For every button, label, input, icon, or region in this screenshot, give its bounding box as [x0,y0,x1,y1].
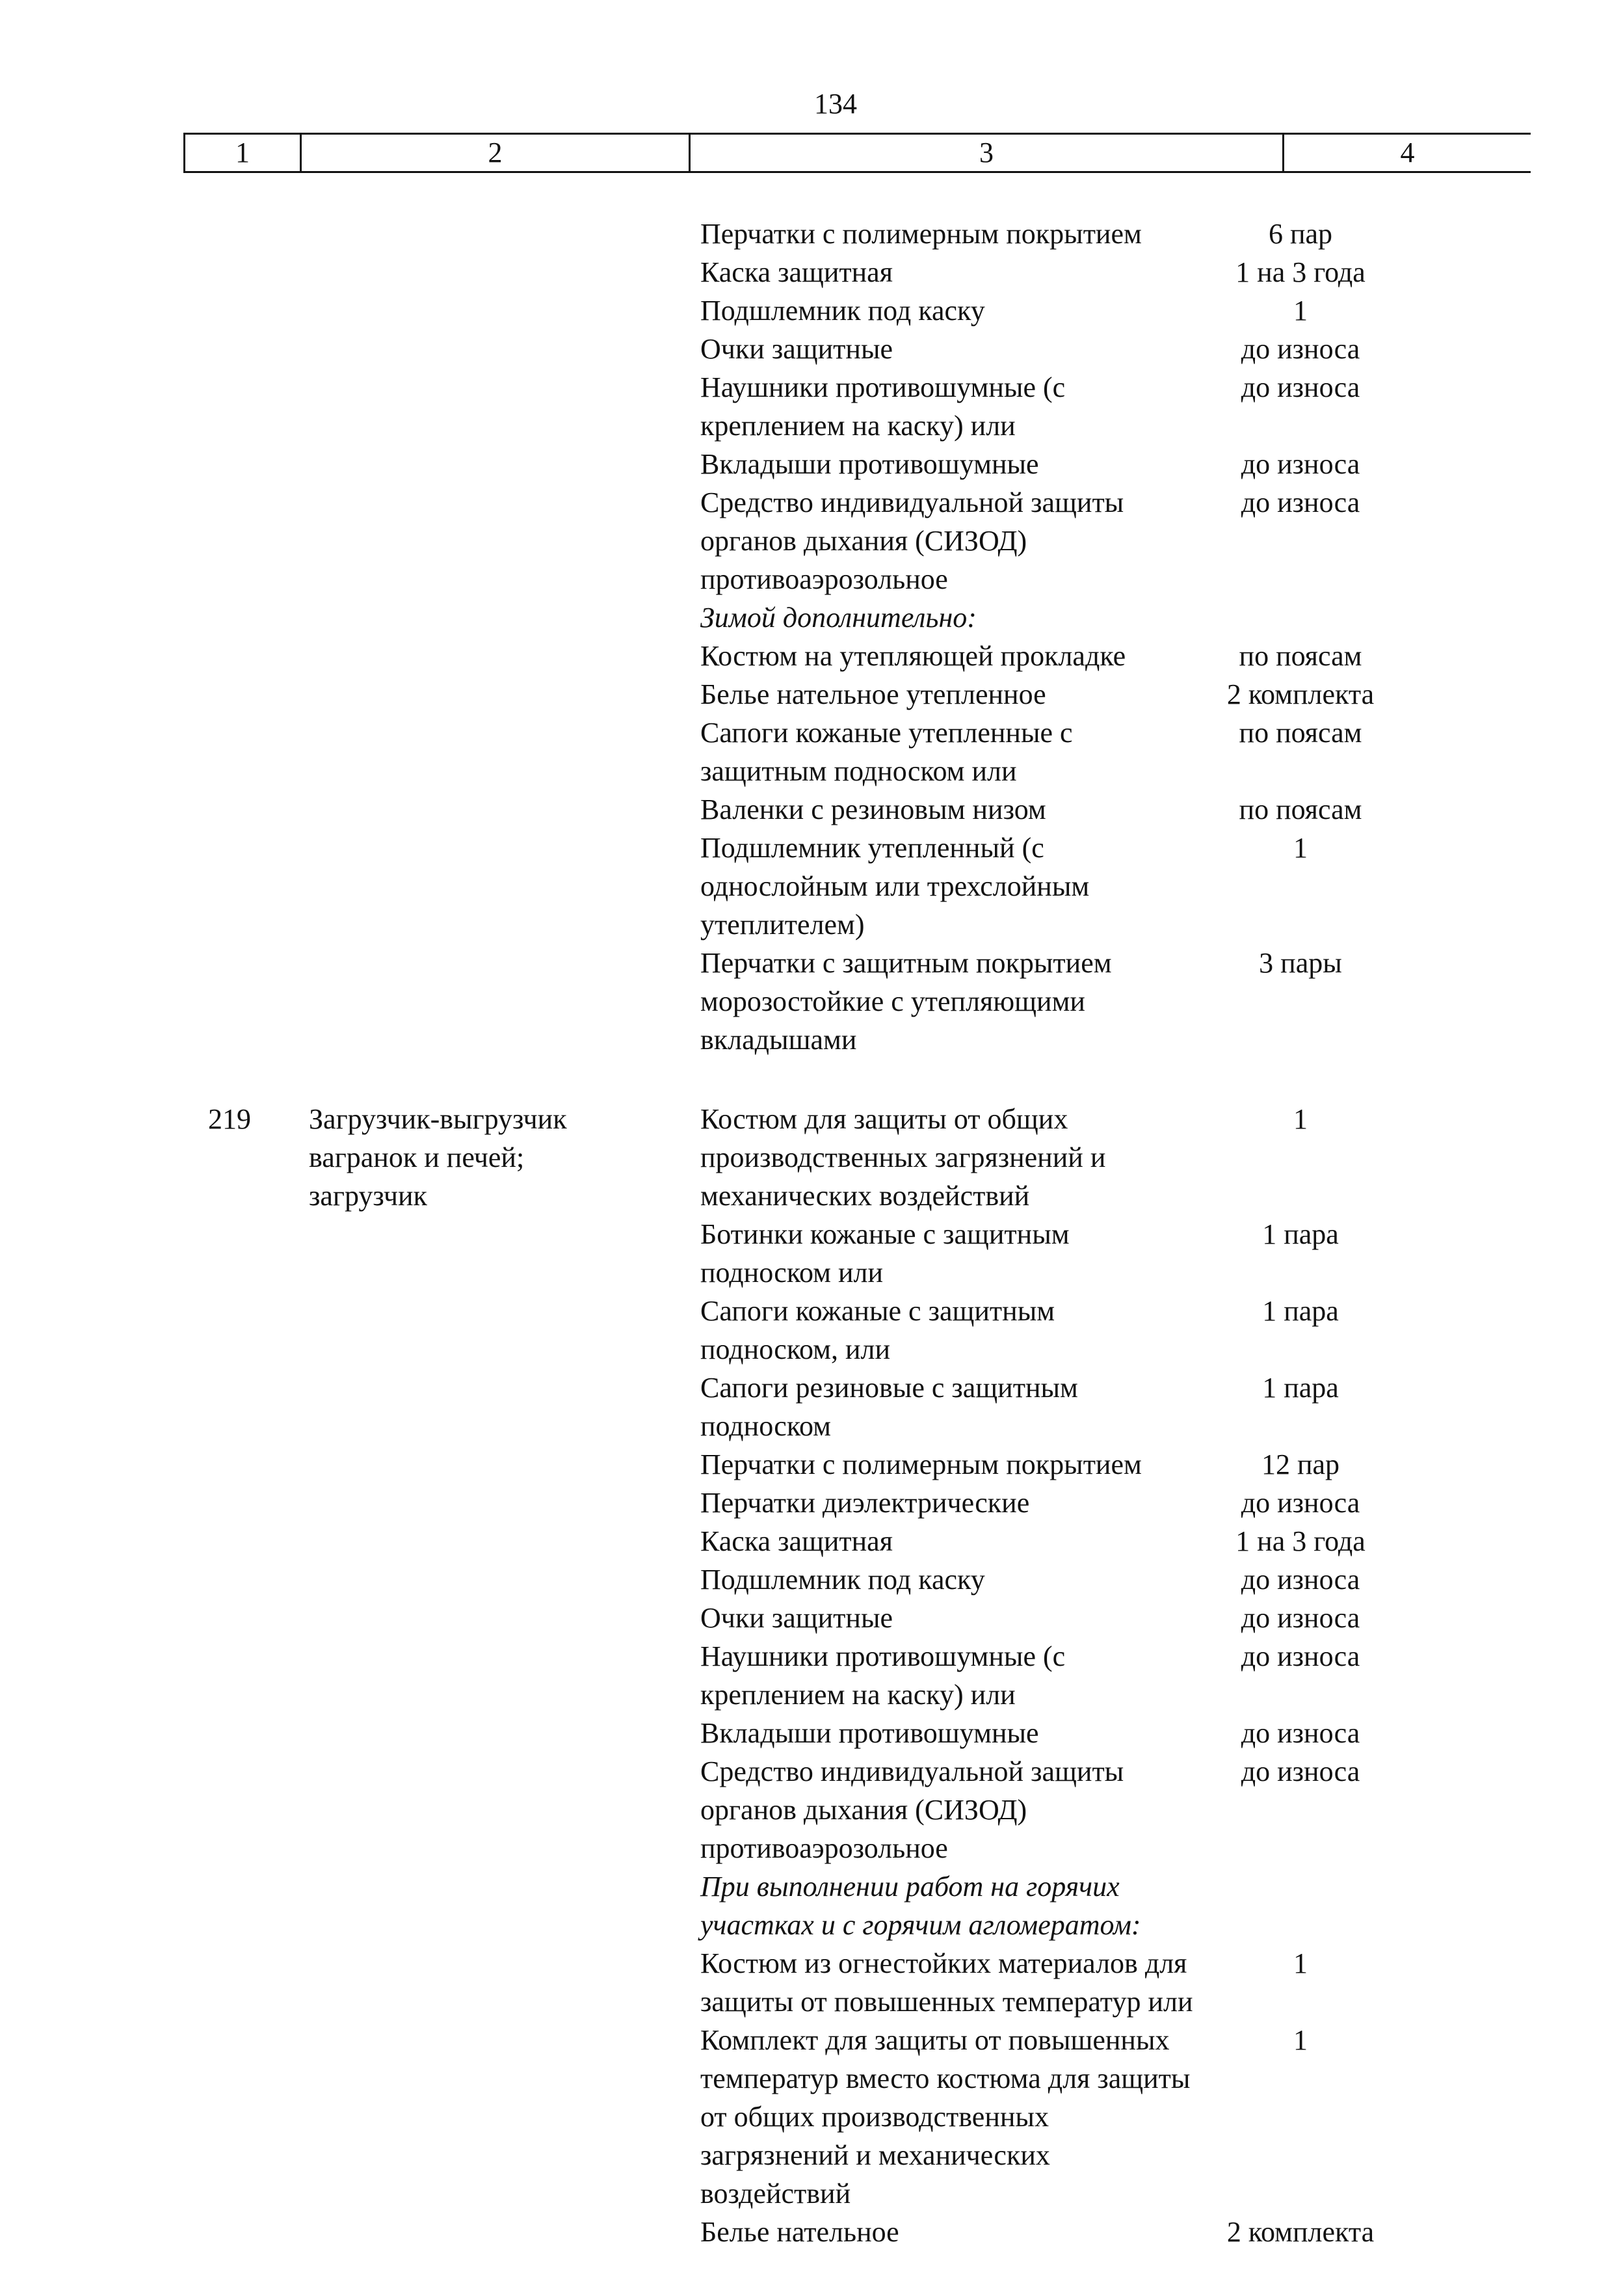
ppe-item-line: Ботинки кожаные с защитным [700,1218,1070,1250]
column-header-2: 2 [302,135,691,171]
ppe-item-line: Белье нательное утепленное [700,678,1046,710]
ppe-item-line: Каска защитная [700,256,893,288]
ppe-item-line: Вкладыши противошумные [700,1717,1039,1749]
ppe-item-line: подноском, или [700,1333,891,1365]
ppe-item-line: Комплект для защиты от повышенных [700,2024,1170,2056]
column-header-1: 1 [183,135,302,171]
ppe-item-line: Средство индивидуальной защиты [700,487,1124,518]
ppe-item-line: производственных загрязнений и [700,1141,1106,1173]
ppe-quantity: до износа [1241,1755,1360,1787]
ppe-item-line: Перчатки с защитным покрытием [700,947,1112,979]
ppe-item-line: загрязнений и механических [700,2139,1050,2171]
ppe-item-line: Подшлемник утепленный (с [700,832,1044,864]
ppe-item-line: однослойным или трехслойным [700,870,1090,902]
ppe-quantity: 3 пары [1259,947,1342,979]
ppe-item-line: Сапоги кожаные утепленные с [700,717,1073,749]
ppe-quantity: до износа [1241,487,1360,518]
ppe-item-line: креплением на каску) или [700,410,1016,442]
ppe-quantity: до износа [1241,371,1360,403]
ppe-quantity: 2 комплекта [1226,2216,1375,2248]
ppe-item-line: Средство индивидуальной защиты [700,1755,1124,1787]
ppe-item-line: Наушники противошумные (с [700,1640,1066,1672]
profession-name-line: вагранок и печей; [309,1141,525,1173]
ppe-quantity: 2 комплекта [1226,678,1375,710]
ppe-item-line: Каска защитная [700,1525,893,1557]
ppe-quantity: до износа [1241,333,1360,365]
ppe-item-line: Перчатки с полимерным покрытием [700,1448,1142,1480]
ppe-quantity: до износа [1241,1602,1360,1634]
ppe-item-line: Очки защитные [700,1602,893,1634]
ppe-item-line: Костюм из огнестойких материалов для [700,1947,1187,1979]
ppe-quantity: до износа [1241,1564,1360,1595]
section-note-line: При выполнении работ на горячих [700,1871,1120,1902]
ppe-item-line: подноском [700,1410,831,1442]
ppe-item-line: Костюм на утепляющей прокладке [700,640,1126,672]
ppe-item-line: противоаэрозольное [700,1832,948,1864]
ppe-item-line: противоаэрозольное [700,563,948,595]
ppe-item-line: Сапоги резиновые с защитным [700,1372,1078,1404]
section-note-line: участках и с горячим агломератом: [700,1909,1141,1941]
ppe-quantity: 1 [1293,1103,1308,1135]
ppe-item-line: воздействий [700,2178,851,2209]
ppe-item-line: Сапоги кожаные с защитным [700,1295,1055,1327]
column-header-3: 3 [691,135,1284,171]
profession-name-line: Загрузчик-выгрузчик [309,1103,567,1135]
ppe-quantity: 1 [1293,2024,1308,2056]
ppe-quantity: 1 [1293,295,1308,327]
ppe-item-line: креплением на каску) или [700,1679,1016,1711]
ppe-quantity: 12 пар [1261,1448,1340,1480]
column-header-4: 4 [1400,137,1415,168]
ppe-item-line: защитным подноском или [700,755,1017,787]
section-note-line: Зимой дополнительно: [700,602,977,634]
ppe-quantity: по поясам [1239,717,1362,749]
ppe-quantity: 1 на 3 года [1235,1525,1366,1557]
ppe-item-line: Очки защитные [700,333,893,365]
ppe-item-line: Наушники противошумные (с [700,371,1066,403]
ppe-item-line: утеплителем) [700,909,865,941]
ppe-item-line: морозостойкие с утепляющими [700,985,1085,1017]
ppe-quantity: до износа [1241,1640,1360,1672]
ppe-item-line: Подшлемник под каску [700,295,985,327]
table-header [183,133,1531,173]
ppe-quantity: 1 [1293,1947,1308,1979]
ppe-quantity: 1 пара [1262,1372,1339,1404]
ppe-item-line: Перчатки с полимерным покрытием [700,218,1142,250]
ppe-item-line: от общих производственных [700,2101,1049,2133]
ppe-item-line: Перчатки диэлектрические [700,1487,1030,1519]
ppe-item-line: механических воздействий [700,1180,1030,1212]
row-number: 219 [208,1103,251,1135]
ppe-item-line: Костюм для защиты от общих [700,1103,1068,1135]
ppe-quantity: 1 пара [1262,1295,1339,1327]
ppe-quantity: 1 пара [1262,1218,1339,1250]
ppe-item-line: Подшлемник под каску [700,1564,985,1595]
ppe-item-line: защиты от повышенных температур или [700,1986,1193,2018]
ppe-quantity: по поясам [1239,640,1362,672]
ppe-item-line: Валенки с резиновым низом [700,794,1046,825]
ppe-item-line: подноском или [700,1257,884,1288]
ppe-item-line: органов дыхания (СИЗОД) [700,525,1027,557]
ppe-item-line: Вкладыши противошумные [700,448,1039,480]
ppe-quantity: до износа [1241,1717,1360,1749]
profession-name-line: загрузчик [309,1180,427,1212]
page-number: 134 [814,88,857,120]
ppe-item-line: температур вместо костюма для защиты [700,2062,1191,2094]
ppe-item-line: Белье нательное [700,2216,899,2248]
ppe-quantity: до износа [1241,1487,1360,1519]
ppe-item-line: органов дыхания (СИЗОД) [700,1794,1027,1826]
ppe-quantity: по поясам [1239,794,1362,825]
ppe-quantity: до износа [1241,448,1360,480]
ppe-item-line: вкладышами [700,1024,857,1056]
ppe-quantity: 1 на 3 года [1235,256,1366,288]
ppe-quantity: 1 [1293,832,1308,864]
ppe-quantity: 6 пар [1268,218,1333,250]
